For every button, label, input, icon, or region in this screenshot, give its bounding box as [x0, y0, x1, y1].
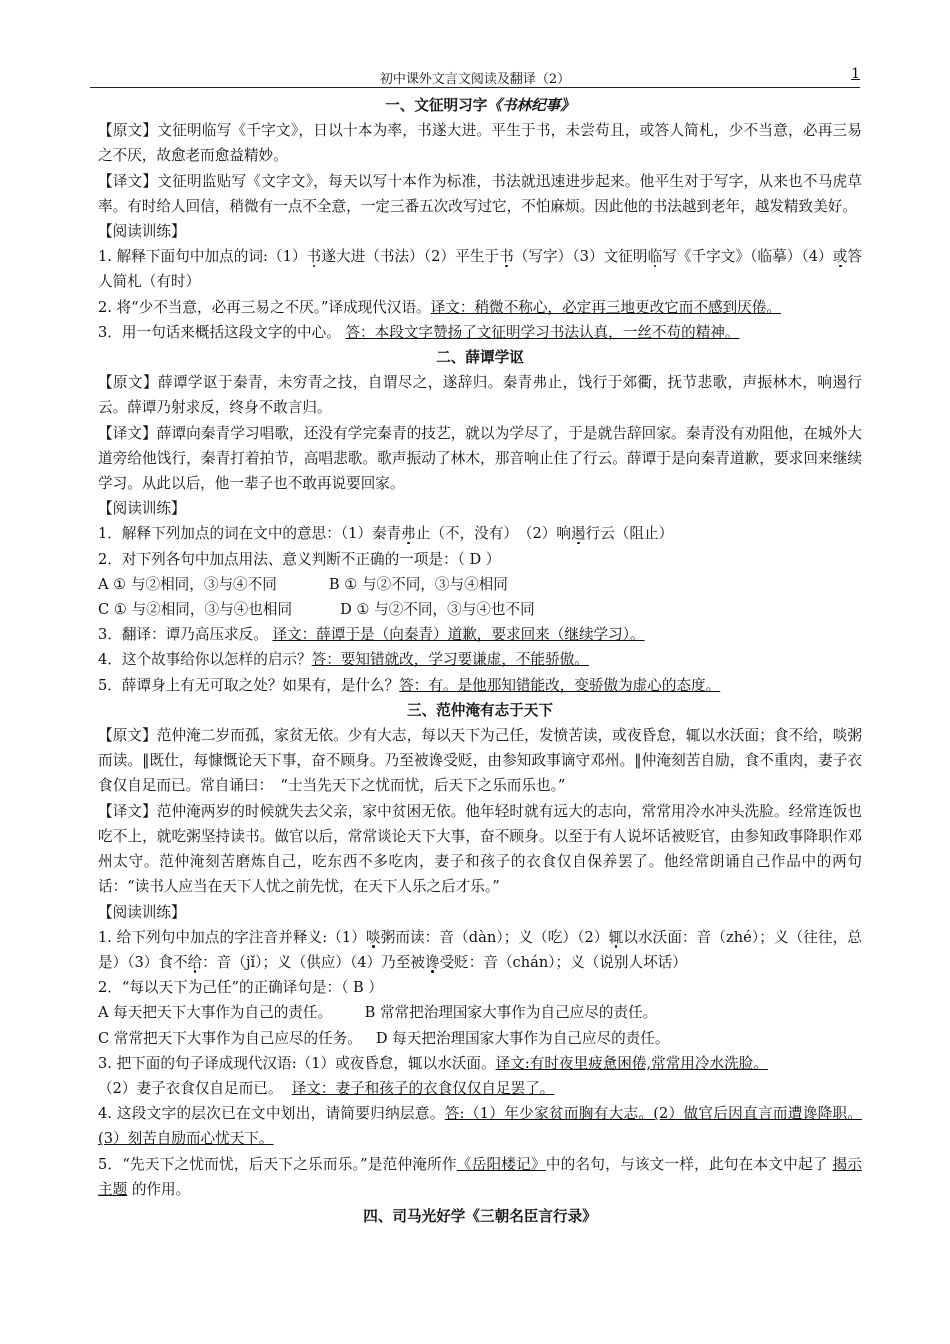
section-1-q1: 1. 解释下面句中加点的词:（1）书遂大进（书法）（2）平生于书（写字）（3）文征明临写《千字文》（临摹）（4）或答人简札（有时） [98, 248, 862, 291]
answer: 译文:有时夜里疲惫困倦,常常用冷水洗脸。 [495, 1054, 768, 1072]
answer: 译文：薛谭于是（向秦青）道歉，要求回来（继续学习）。 [272, 626, 645, 644]
section-3-options-ab: A 每天把天下大事作为自己的责任。 B 常常把治理国家大事作为自己应尽的责任。 [98, 1004, 658, 1022]
section-1-original: 【原文】文征明临写《千字文》，日以十本为率，书遂大进。平生于书，未尝苟且，或答人简札，少不当意，必再三易之不厌，故愈老而愈益精妙。 [98, 122, 862, 165]
answer: 译文：稍微不称心，必定再三地更改它而不感到厌倦。 [430, 298, 781, 316]
answer: 译文：妻子和孩子的衣食仅仅自足罢了。 [291, 1079, 555, 1097]
section-1-title: 一、文征明习字《书林纪事》 [385, 97, 575, 114]
section-4-title: 四、司马光好学《三朝名臣言行录》 [363, 1207, 597, 1225]
section-3-q4: 4. 这段文字的层次已在文中划出，请简要归纳层意。答:（1）年少家贫而胸有大志。(2）做官后因直言而遭谗降职。(3）刻苦自励而心忧天下。 [98, 1105, 862, 1148]
section-1-translation: 【译文】文征明监贴写《文字文》，每天以写十本作为标准，书法就迅速进步起来。他平生对于写字，从来也不马虎草率。有时给人回信，稍微有一点不全意，一定三番五次改写过它，不怕麻烦。因此他的书法越到老年，越发精致美好。 [98, 172, 862, 215]
section-2-title: 二、薛谭学讴 [436, 349, 524, 367]
section-1-q2: 2. 将“少不当意，必再三易之不厌。”译成现代汉语。译文：稍微不称心，必定再三地更改它而不感到厌倦。 [98, 298, 781, 316]
document-body [98, 93, 862, 1229]
answer: 揭示主题 [98, 1155, 862, 1198]
answer: 答：要知错就改，学习要谦虚，不能骄傲。 [311, 651, 589, 669]
answer: 答：有。是他那知错能改，变骄傲为虚心的态度。 [399, 676, 721, 694]
header-title: 初中课外文言文阅读及翻译（2） [379, 72, 571, 87]
section-1-training-label: 【阅读训练】 [98, 223, 186, 241]
section-2-training-label: 【阅读训练】 [98, 500, 186, 518]
section-3-q5: 5．“先天下之忧而忧，后天下之乐而乐。”是范仲淹所作《岳阳楼记》中的名句，与该文一样，此句在本文中起了 揭示主题 的作用。 [98, 1155, 862, 1198]
section-3-title: 三、范仲淹有志于天下 [407, 701, 553, 719]
section-2-options-cd: C ① 与②相同，③与④也相同 D ① 与②不同，③与④也不同 [98, 601, 535, 619]
section-3-q1: 1. 给下列句中加点的字注音并释义:（1）啖粥而读：音（dàn）；义（吃）（2）辄以水沃面：音（zhé）；义（往往，总是）（3）食不给：音（jǐ）；义（供应）（4）乃至被谗受贬：音（chán）；义（说别人坏话） [98, 928, 862, 971]
section-2-q1: 1．解释下列加点的词在文中的意思：（1）秦青弗止（不，没有） （2）响遏行云（阻止） [98, 525, 674, 543]
section-3-q3: 3. 把下面的句子译成现代汉语:（1）或夜昏怠，辄以水沃面。译文:有时夜里疲惫困倦,常常用冷水洗脸。 [98, 1054, 768, 1072]
section-2-options-ab: A ① 与②相同，③与④不同 B ① 与②不同，③与④相同 [98, 575, 508, 593]
section-3-training-label: 【阅读训练】 [98, 903, 186, 921]
answer: 答:（1）年少家贫而胸有大志。(2）做官后因直言而遭谗降职。(3）刻苦自励而心忧天下。 [98, 1105, 862, 1148]
section-3-translation: 【译文】范仲淹两岁的时候就失去父亲，家中贫困无依。他年轻时就有远大的志向，常常用冷水冲头洗脸。经常连饭也吃不上，就吃粥坚持读书。做官以后，常常谈论天下大事，奋不顾身。以至于有人说坏话被贬官，由参知政事降职作邓州太守。范仲淹刻苦磨炼自己，吃东西不多吃肉，妻子和孩子的衣食仅自保养罢了。他经常朗诵自己作品中的两句话：“读书人应当在天下人忧之前先忧，在天下人乐之后才乐。” [98, 802, 862, 896]
section-2-q4: 4．这个故事给你以怎样的启示？答：要知错就改，学习要谦虚，不能骄傲。 [98, 651, 589, 669]
section-2-translation: 【译文】薛谭向秦青学习唱歌，还没有学完秦青的技艺，就以为学尽了，于是就告辞回家。秦青没有劝阻他，在城外大道旁给他饯行，秦青打着拍节，高唱悲歌。歌声振动了林木，那音响止住了行云。薛谭于是向秦青道歉，要求回来继续学习。从此以后，他一辈子也不敢再说要回家。 [98, 424, 862, 493]
section-3-q3b: （2）妻子衣食仅自足而已。 译文：妻子和孩子的衣食仅仅自足罢了。 [98, 1079, 555, 1097]
section-2-q3: 3．翻译：谭乃高压求反。 译文：薛谭于是（向秦青）道歉，要求回来（继续学习）。 [98, 626, 645, 644]
section-3-original: 【原文】范仲淹二岁而孤，家贫无依。少有大志，每以天下为己任，发愤苦读，或夜昏怠，辄以水沃面；食不给，啖粥而读。‖既仕，每慷慨论天下事，奋不顾身。乃至被谗受贬，由参知政事谪守邓州。‖仲淹刻苦自励，食不重肉，妻子衣食仅自足而已。常自诵曰： “士当先天下之忧而忧，后天下之乐而乐也。” [98, 727, 862, 795]
section-3-q2: 2．“每以天下为己任”的正确译句是：（ B ） [98, 979, 384, 997]
section-1-q3: 3．用一句话来概括这段文字的中心。 答：本段文字赞扬了文征明学习书法认真，一丝不苟的精神。 [98, 323, 740, 341]
answer: 《岳阳楼记》 [456, 1155, 546, 1173]
answer: 答：本段文字赞扬了文征明学习书法认真，一丝不苟的精神。 [345, 323, 740, 341]
section-2-original: 【原文】薛谭学讴于秦青，未穷青之技，自谓尽之，遂辞归。秦青弗止，饯行于郊衢，抚节悲歌，声振林木，响遏行云。薛谭乃射求反，终身不敢言归。 [98, 374, 862, 417]
section-2-q2: 2．对下列各句中加点用法、意义判断不正确的一项是：（ D ） [98, 550, 501, 568]
section-3-options-cd: C 常常把天下大事作为自己应尽的任务。 D 每天把治理国家大事作为自己应尽的责任。 [98, 1029, 670, 1047]
section-2-q5: 5．薛谭身上有无可取之处？如果有，是什么？答：有。是他那知错能改，变骄傲为虚心的态度。 [98, 676, 721, 694]
page-number: 1 [851, 66, 860, 82]
page-header [90, 62, 860, 88]
